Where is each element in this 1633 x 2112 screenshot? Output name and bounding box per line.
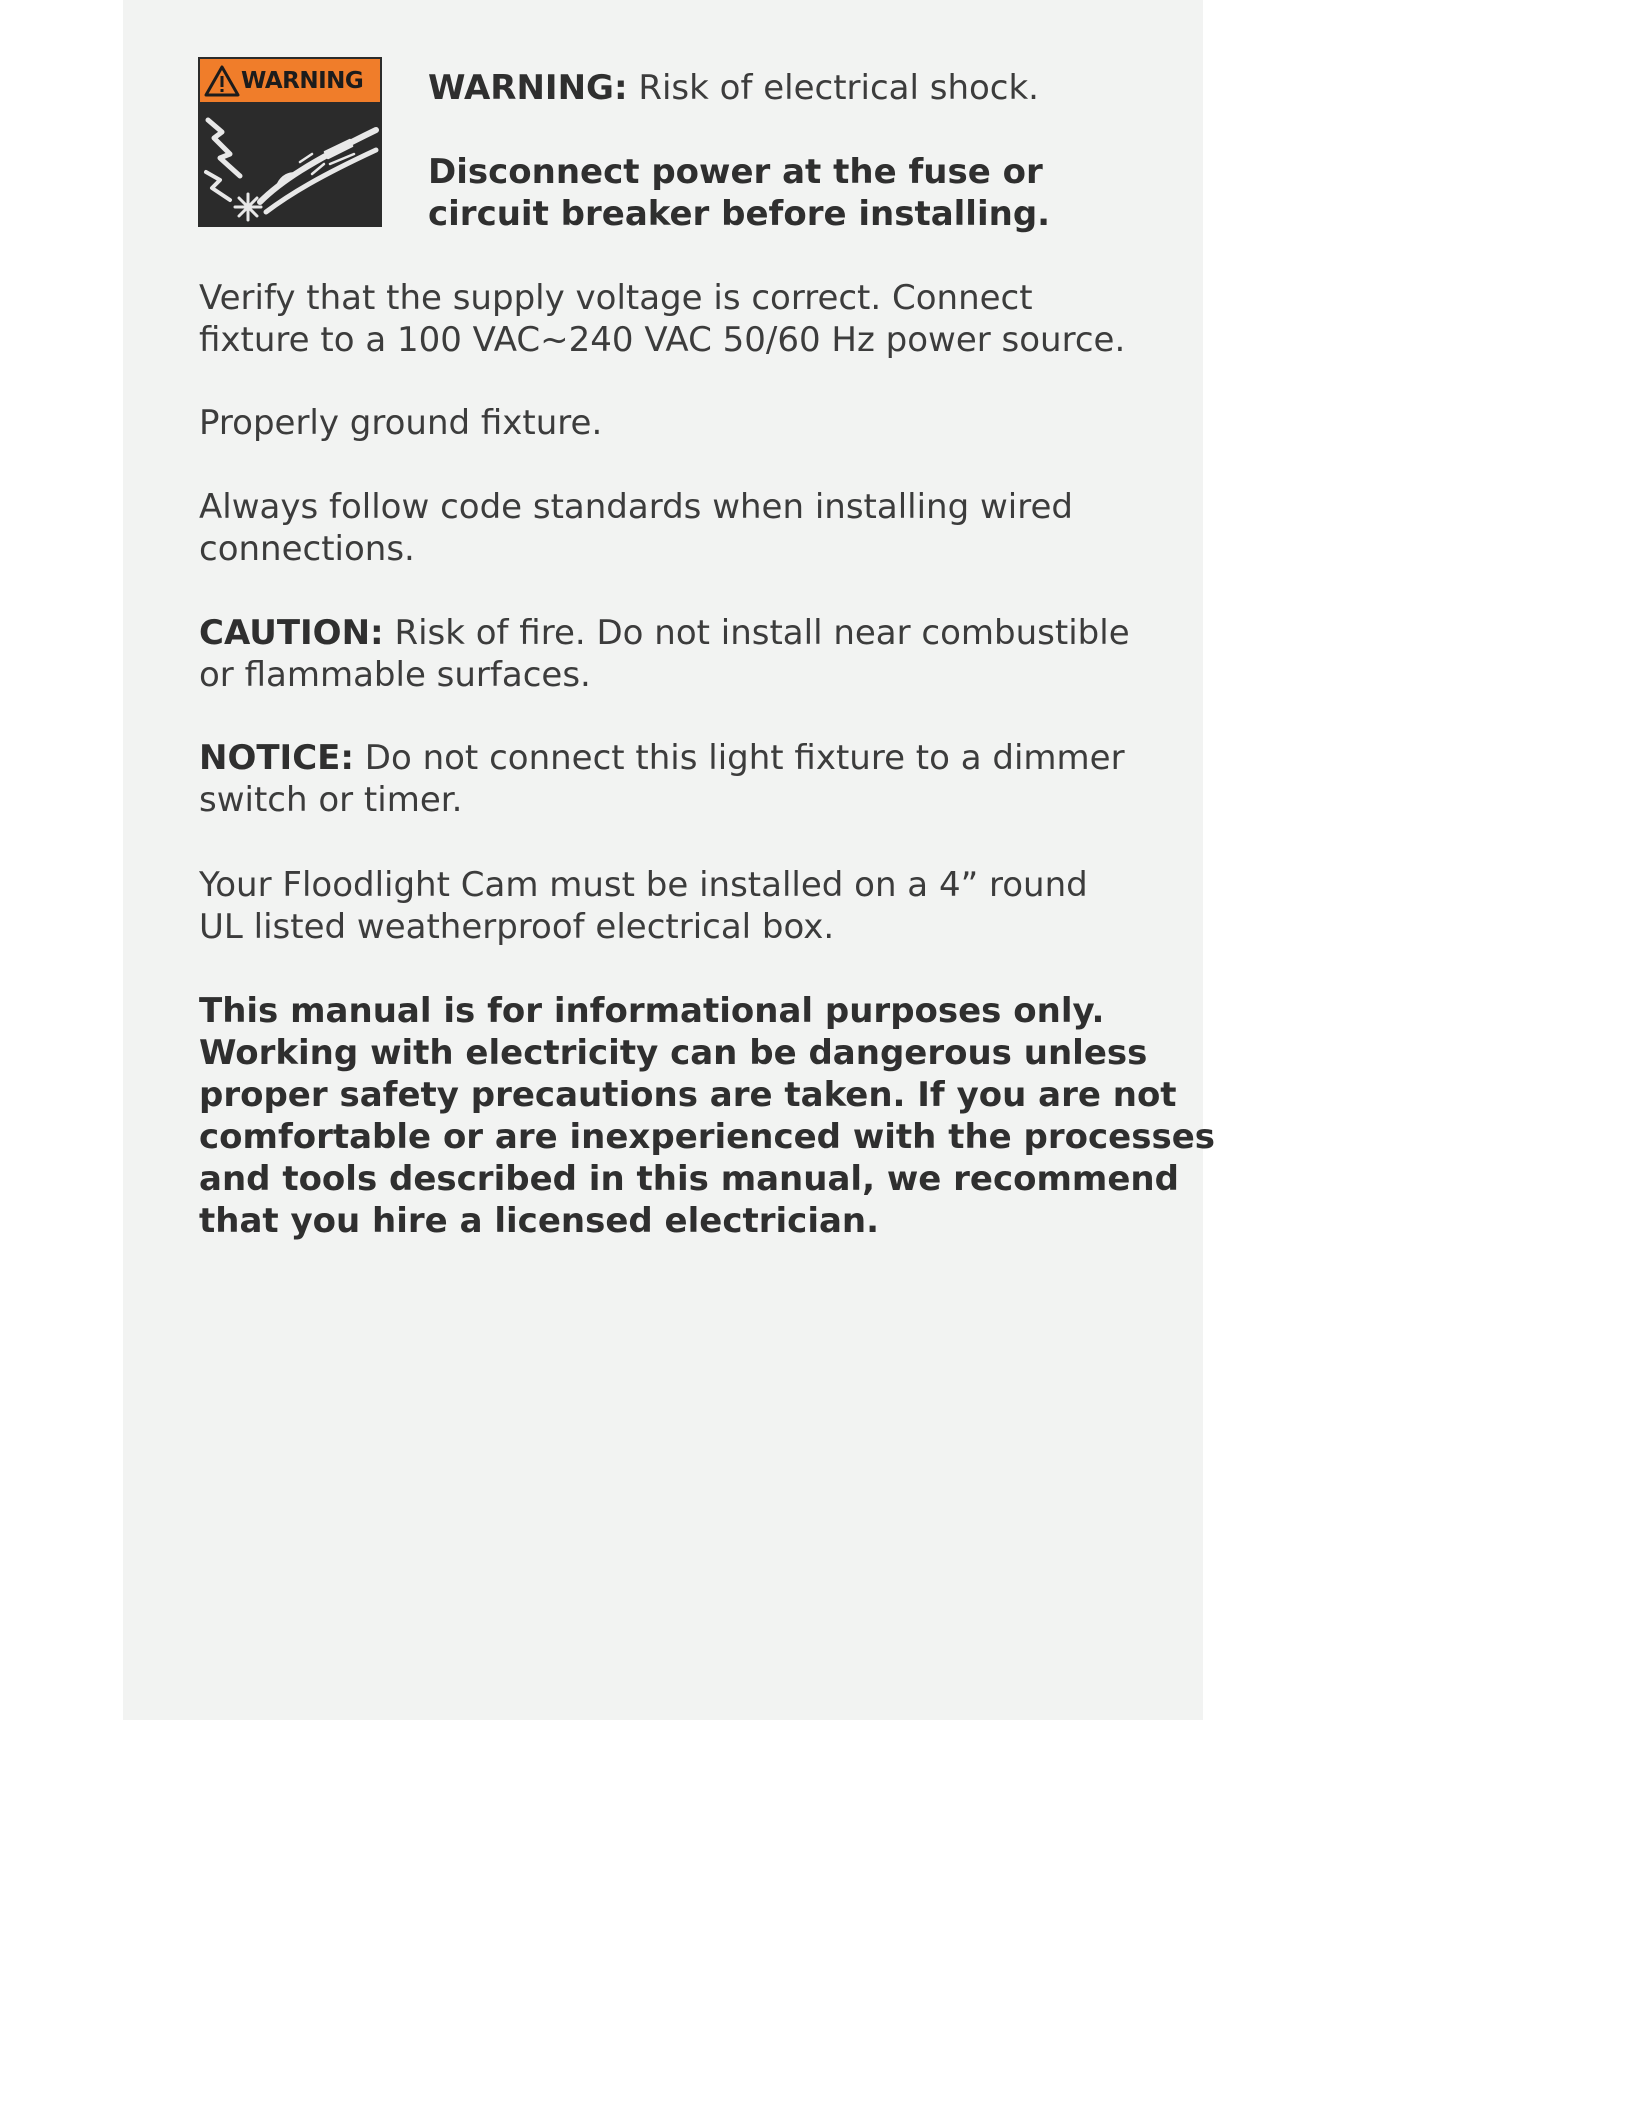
disconnect-instruction — [428, 151, 1068, 235]
caution-prefix: CAUTION: — [199, 613, 384, 653]
code-line: Always follow code standards when installing wired — [199, 487, 1073, 527]
notice-prefix: NOTICE: — [199, 738, 354, 778]
caution-paragraph — [199, 612, 1179, 696]
disclaimer-line: This manual is for informational purposes only. — [199, 991, 1105, 1031]
warning-badge — [198, 57, 382, 227]
caution-text: Risk of fire. Do not install near combustible — [383, 613, 1130, 653]
disclaimer-line: Working with electricity can be dangerous unless — [199, 1033, 1148, 1073]
disclaimer-line: comfortable or are inexperienced with the processes — [199, 1117, 1215, 1157]
manual-page — [123, 0, 1215, 1720]
disclaimer-paragraph — [199, 990, 1215, 1242]
box-line: Your Floodlight Cam must be installed on a 4” round — [199, 865, 1088, 905]
disclaimer-line: proper safety precautions are taken. If you are not — [199, 1075, 1177, 1115]
electric-shock-hand-icon — [200, 102, 380, 225]
code-standards-paragraph — [199, 486, 1179, 570]
code-line: connections. — [199, 529, 415, 569]
warning-prefix: WARNING: — [428, 68, 628, 108]
voltage-paragraph — [199, 277, 1179, 361]
warning-badge-label: WARNING — [241, 67, 364, 94]
warning-badge-header — [200, 59, 380, 102]
notice-line — [199, 737, 1179, 779]
warning-statement — [428, 67, 1188, 109]
box-line: UL listed weatherproof electrical box. — [199, 907, 835, 947]
ground-line: Properly ground fixture. — [199, 403, 603, 443]
notice-paragraph — [199, 737, 1179, 821]
warning-triangle-icon — [204, 65, 240, 97]
electrical-box-paragraph — [199, 864, 1179, 948]
caution-line — [199, 612, 1179, 654]
disclaimer-line: that you hire a licensed electrician. — [199, 1201, 880, 1241]
ground-paragraph — [199, 402, 1179, 444]
caution-line: or flammable surfaces. — [199, 655, 591, 695]
notice-line: switch or timer. — [199, 780, 463, 820]
disclaimer-line: and tools described in this manual, we recommend — [199, 1159, 1179, 1199]
voltage-line: fixture to a 100 VAC~240 VAC 50/60 Hz power source. — [199, 320, 1126, 360]
disconnect-line: circuit breaker before installing. — [428, 194, 1051, 234]
disconnect-line: Disconnect power at the fuse or — [428, 152, 1043, 192]
warning-text: Risk of electrical shock. — [627, 68, 1039, 108]
voltage-line: Verify that the supply voltage is correct. Connect — [199, 278, 1033, 318]
notice-text: Do not connect this light fixture to a dimmer — [353, 738, 1125, 778]
